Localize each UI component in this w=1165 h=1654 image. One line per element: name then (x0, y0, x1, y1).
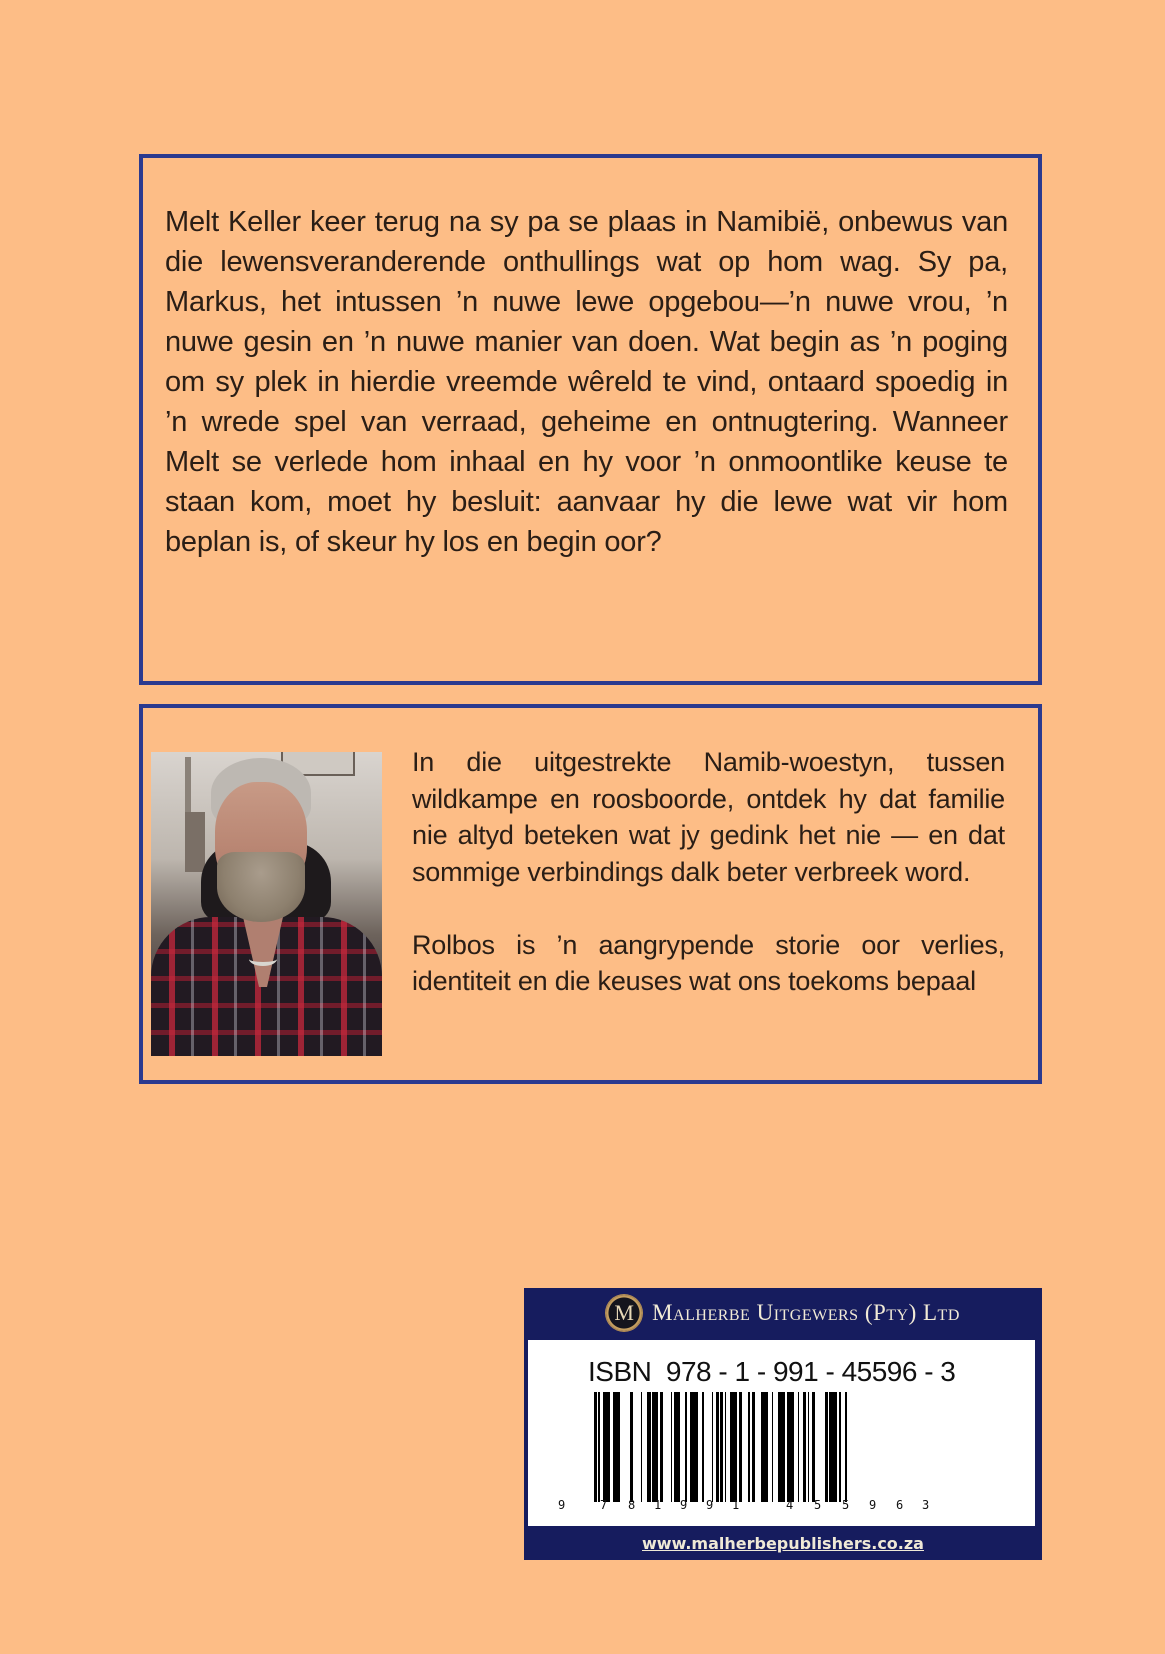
barcode-area (528, 1340, 1035, 1526)
barcode-bar (690, 1392, 698, 1502)
barcode-digit: 9 (680, 1498, 688, 1512)
synopsis-box (139, 154, 1042, 685)
barcode-bar (845, 1392, 848, 1502)
author-photo (151, 752, 382, 1056)
blurb-paragraph-2: Rolbos is ’n aangrypende storie oor verlies, identiteit en die keuses wat ons toekoms bepaal (412, 929, 1005, 996)
barcode-space (663, 1392, 671, 1502)
barcode-digit: 3 (922, 1498, 930, 1512)
barcode-digit: 5 (842, 1498, 850, 1512)
publisher-header (524, 1288, 1042, 1338)
synopsis-text: Melt Keller keer terug na sy pa se plaas in Namibië, onbewus van die lewensveranderende onthullings wat op hom wag. Sy pa, Markus, het intussen ’n nuwe lewe opgebou—’n nuwe vrou, ’n nuwe gesin en ’n nuwe manier van doen. Wat begin as ’n poging om sy plek in hierdie vreemde wêreld te vind, ontaard spoedig in ’n wrede spel van verraad, geheime en ontnugtering. Wanneer Melt se verlede hom inhaal en hy voor ’n onmoontlike keuse te staan kom, moet hy besluit: aanvaar hy die lewe wat vir hom beplan is, of skeur hy los en begin oor? (165, 206, 1008, 558)
barcode-digit: 1 (732, 1498, 740, 1512)
publisher-panel (524, 1288, 1042, 1560)
barcode-space (633, 1392, 641, 1502)
barcode-digit: 4 (786, 1498, 794, 1512)
barcode-space (704, 1392, 712, 1502)
barcode-digit: 6 (896, 1498, 904, 1512)
blurb-paragraph-1: In die uitgestrekte Namib-woestyn, tussen wildkampe en roosboorde, ontdek hy dat familie nie altyd beteken wat jy gedink het nie — en dat sommige verbindings dalk beter verbreek word. (412, 747, 1005, 887)
barcode-digit: 9 (706, 1498, 714, 1512)
barcode-digit: 5 (814, 1498, 822, 1512)
barcode-digit: 8 (628, 1498, 636, 1512)
barcode-bar (829, 1392, 837, 1502)
beard (217, 852, 305, 922)
necklace (249, 952, 277, 966)
barcode (594, 1392, 969, 1502)
publisher-url-link[interactable]: www.malherbepublishers.co.za (642, 1533, 924, 1553)
author-box (139, 704, 1042, 1084)
lamp-base (185, 812, 205, 872)
barcode-digit: 9 (869, 1498, 877, 1512)
barcode-space (815, 1392, 825, 1502)
barcode-space (620, 1392, 630, 1502)
isbn-label: ISBN 978 - 1 - 991 - 45596 - 3 (588, 1356, 956, 1387)
publisher-logo-icon: M (606, 1295, 642, 1331)
barcode-digit: 7 (600, 1498, 608, 1512)
blurb-text (412, 744, 1005, 1000)
publisher-name: Malherbe Uitgewers (Pty) Ltd (652, 1300, 960, 1325)
barcode-digit: 1 (654, 1498, 662, 1512)
barcode-digit: 9 (558, 1498, 566, 1512)
